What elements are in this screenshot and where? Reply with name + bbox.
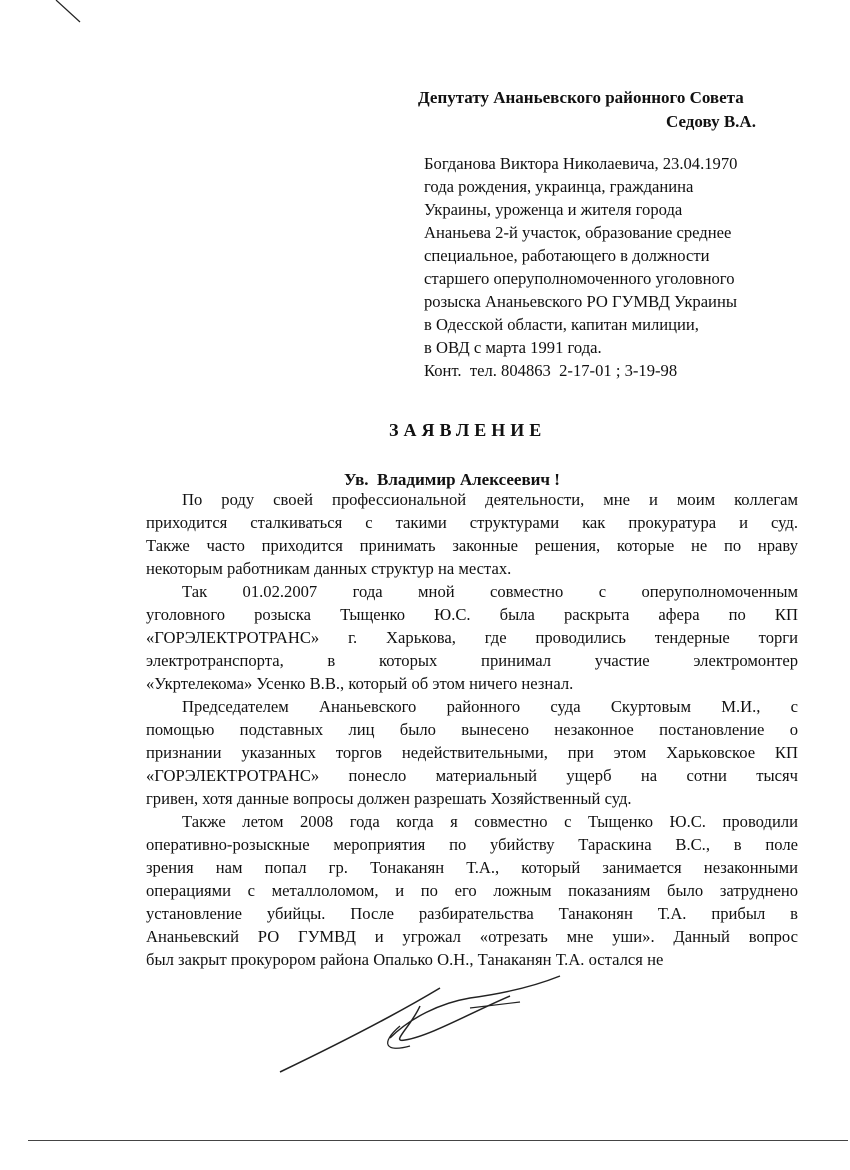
body-line: Также часто приходится принимать законные решения, которые не по нраву xyxy=(146,536,798,555)
applicant-line: Богданова Виктора Николаевича, 23.04.1970 xyxy=(424,154,738,173)
applicant-line: Украины, уроженца и жителя города xyxy=(424,200,683,219)
scan-artifact-line xyxy=(0,0,90,30)
body-line: «ГОРЭЛЕКТРОТРАНС» г. Харькова, где проводились тендерные торги xyxy=(146,628,798,647)
body-line: уголовного розыска Тыщенко Ю.С. была раскрыта афера по КП xyxy=(146,605,798,624)
body-line: По роду своей профессиональной деятельности, мне и моим коллегам xyxy=(182,490,798,509)
applicant-block xyxy=(424,152,824,382)
body-line: Ананьевский РО ГУМВД и угрожал «отрезать мне уши». Данный вопрос xyxy=(146,927,798,946)
bottom-rule xyxy=(28,1140,848,1141)
body-line: помощью подставных лиц было вынесено незаконное постановление о xyxy=(146,720,798,739)
applicant-line: специальное, работающего в должности xyxy=(424,246,710,265)
body-line: Председателем Ананьевского районного суда Скуртовым М.И., с xyxy=(182,697,798,716)
body-line: электротранспорта, в которых принимал участие электромонтер xyxy=(146,651,798,670)
body-line: зрения нам попал гр. Тонаканян Т.А., который занимается незаконными xyxy=(146,858,798,877)
addressee-line-2: Седову В.А. xyxy=(666,112,756,131)
body-line: некоторым работникам данных структур на местах. xyxy=(146,559,512,578)
body-line: оперативно-розыскные мероприятия по убийству Тараскина В.С., в поле xyxy=(146,835,798,854)
applicant-line: Ананьева 2-й участок, образование среднее xyxy=(424,223,732,242)
addressee-block xyxy=(418,86,818,134)
body-line: признании указанных торгов недействительными, при этом Харьковское КП xyxy=(146,743,798,762)
body-paragraph xyxy=(146,695,798,810)
body-line: гривен, хотя данные вопросы должен разрешать Хозяйственный суд. xyxy=(146,789,632,808)
body-paragraph xyxy=(146,488,798,580)
body-line: Также летом 2008 года когда я совместно с Тыщенко Ю.С. проводили xyxy=(182,812,798,831)
body-line: приходится сталкиваться с такими структурами как прокуратура и суд. xyxy=(146,513,798,532)
body-paragraph xyxy=(146,580,798,695)
addressee-line-1: Депутату Ананьевского районного Совета xyxy=(418,88,744,107)
body-line: был закрыт прокурором района Опалько О.Н., Танаканян Т.А. остался не xyxy=(146,950,664,969)
applicant-line: старшего оперуполномоченного уголовного xyxy=(424,269,735,288)
signature-icon xyxy=(270,968,570,1078)
applicant-line: розыска Ананьевского РО ГУМВД Украины xyxy=(424,292,737,311)
body-line: «Укртелекома» Усенко В.В., который об этом ничего незнал. xyxy=(146,674,574,693)
applicant-line: года рождения, украинца, гражданина xyxy=(424,177,694,196)
document-body xyxy=(146,488,798,971)
body-line: «ГОРЭЛЕКТРОТРАНС» понесло материальный ущерб на сотни тысяч xyxy=(146,766,798,785)
document-title: ЗАЯВЛЕНИЕ xyxy=(389,420,547,440)
applicant-line: в ОВД с марта 1991 года. xyxy=(424,338,602,357)
greeting: Ув. Владимир Алексеевич ! xyxy=(344,470,560,489)
body-line: Так 01.02.2007 года мной совместно с оперуполномоченным xyxy=(182,582,798,601)
applicant-line: в Одесской области, капитан милиции, xyxy=(424,315,699,334)
body-line: операциями с металлоломом, и по его ложным показаниям было затруднено xyxy=(146,881,798,900)
applicant-line: Конт. тел. 804863 2-17-01 ; 3-19-98 xyxy=(424,361,678,380)
body-paragraph xyxy=(146,810,798,971)
body-line: установление убийцы. После разбирательства Танаконян Т.А. прибыл в xyxy=(146,904,798,923)
